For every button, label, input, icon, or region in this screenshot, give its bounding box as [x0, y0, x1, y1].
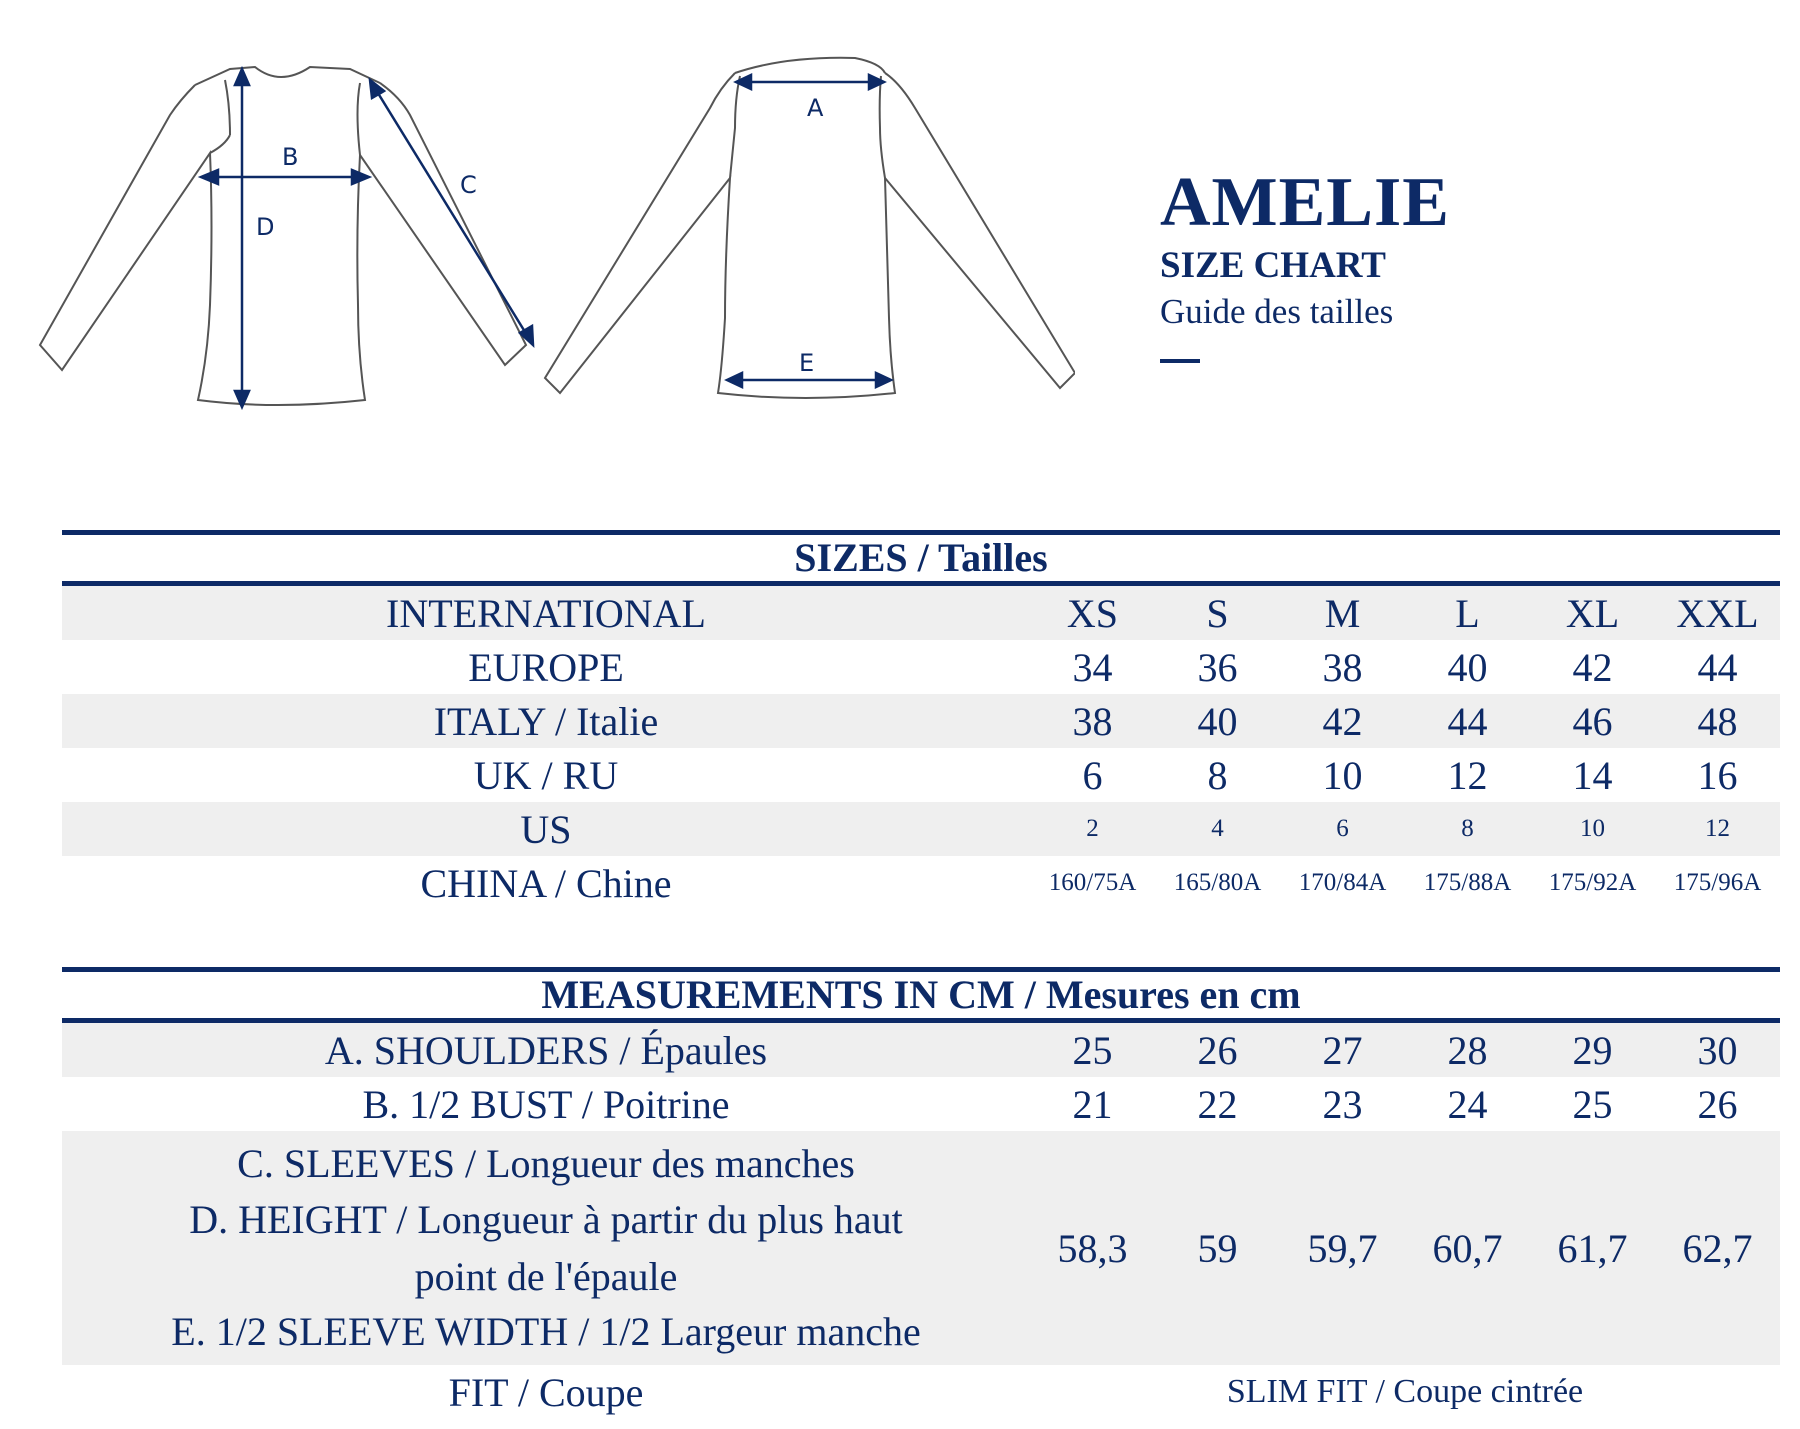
cell: 58,3 — [1030, 1131, 1155, 1365]
label-e: E — [799, 349, 815, 377]
cell: 38 — [1030, 694, 1155, 748]
row-label: US — [62, 802, 1030, 856]
cell: 59 — [1155, 1131, 1280, 1365]
cell: 62,7 — [1655, 1131, 1780, 1365]
cell: 40 — [1447, 644, 1488, 690]
row-label: B. 1/2 BUST / Poitrine — [362, 1081, 730, 1127]
cell: 25 — [1030, 1023, 1155, 1077]
cell: 59,7 — [1280, 1131, 1405, 1365]
cell: 44 — [1405, 694, 1530, 748]
sizes-title: SIZES / Tailles — [794, 535, 1048, 580]
cell: 175/92A — [1548, 869, 1637, 896]
cell: 44 — [1697, 644, 1738, 690]
cell: S — [1155, 586, 1280, 640]
fit-value: SLIM FIT / Coupe cintrée — [1226, 1373, 1584, 1410]
cell: 160/75A — [1048, 869, 1137, 896]
table-row — [62, 1077, 1780, 1131]
cell: 38 — [1322, 644, 1363, 690]
cell: 23 — [1322, 1081, 1363, 1127]
cell: 42 — [1280, 694, 1405, 748]
label-a: A — [807, 94, 824, 122]
cell: 30 — [1655, 1023, 1780, 1077]
cell: 8 — [1207, 752, 1228, 798]
cell: 10 — [1530, 802, 1655, 856]
cell: 175/96A — [1673, 869, 1762, 896]
table-row — [62, 694, 1780, 748]
cell: 27 — [1280, 1023, 1405, 1077]
row-label: CHINA / Chine — [420, 860, 672, 906]
cell: 4 — [1155, 802, 1280, 856]
cell: 25 — [1572, 1081, 1613, 1127]
cell: 8 — [1405, 802, 1530, 856]
cell: 28 — [1405, 1023, 1530, 1077]
cell: XS — [1030, 586, 1155, 640]
table-row — [62, 1023, 1780, 1077]
table-row — [62, 640, 1780, 694]
cell: 165/80A — [1173, 869, 1262, 896]
cell: 2 — [1030, 802, 1155, 856]
back-garment-illustration — [535, 48, 1075, 418]
row-label: EUROPE — [468, 644, 624, 690]
cell: 6 — [1082, 752, 1103, 798]
sizes-section — [62, 530, 1780, 910]
cell: L — [1405, 586, 1530, 640]
cell: 46 — [1530, 694, 1655, 748]
cell: 26 — [1155, 1023, 1280, 1077]
measurements-section — [62, 967, 1780, 1419]
sizes-table — [62, 586, 1780, 910]
measurements-title: MEASUREMENTS IN CM / Mesures en cm — [541, 972, 1301, 1017]
title-block — [1160, 165, 1720, 363]
cell: XL — [1530, 586, 1655, 640]
brand-title: AMELIE — [1160, 164, 1450, 241]
label-c: C — [460, 171, 477, 199]
table-row — [62, 1365, 1780, 1419]
cell: 12 — [1655, 802, 1780, 856]
cell: 14 — [1572, 752, 1613, 798]
table-row — [62, 802, 1780, 856]
cell: 175/88A — [1423, 869, 1512, 896]
table-row — [62, 748, 1780, 802]
row-label: FIT / Coupe — [448, 1369, 644, 1415]
front-garment-sketch — [30, 55, 550, 425]
measurements-table — [62, 1023, 1780, 1419]
row-label: UK / RU — [473, 752, 619, 798]
cell: M — [1280, 586, 1405, 640]
cell: 61,7 — [1530, 1131, 1655, 1365]
cell: 48 — [1655, 694, 1780, 748]
cell: 12 — [1447, 752, 1488, 798]
back-garment-sketch — [535, 48, 1075, 418]
combined-labels — [62, 1131, 1030, 1365]
size-chart-subtitle-fr: Guide des tailles — [1160, 292, 1394, 331]
row-label-height: D. HEIGHT / Longueur à partir du plus haut point de l'épaule — [189, 1197, 903, 1299]
cell: 34 — [1072, 644, 1113, 690]
size-chart-subtitle: SIZE CHART — [1160, 245, 1386, 286]
cell: 26 — [1697, 1081, 1738, 1127]
cell: XXL — [1655, 586, 1780, 640]
cell: 170/84A — [1298, 869, 1387, 896]
cell: 16 — [1697, 752, 1738, 798]
cell: 29 — [1530, 1023, 1655, 1077]
row-label-sleeves: C. SLEEVES / Longueur des manches — [237, 1141, 855, 1186]
table-row — [62, 1131, 1780, 1365]
row-label-sleeve-width: E. 1/2 SLEEVE WIDTH / 1/2 Largeur manche — [171, 1309, 921, 1354]
cell: 6 — [1280, 802, 1405, 856]
table-row — [62, 586, 1780, 640]
title-divider — [1160, 359, 1200, 363]
cell: 36 — [1197, 644, 1238, 690]
row-label: A. SHOULDERS / Épaules — [62, 1023, 1030, 1077]
cell: 40 — [1155, 694, 1280, 748]
label-d: D — [256, 213, 275, 241]
cell: 10 — [1322, 752, 1363, 798]
cell: 42 — [1572, 644, 1613, 690]
cell: 21 — [1072, 1081, 1113, 1127]
row-label: ITALY / Italie — [62, 694, 1030, 748]
label-b: B — [282, 143, 299, 171]
row-label: INTERNATIONAL — [62, 586, 1030, 640]
table-row — [62, 856, 1780, 910]
cell: 24 — [1447, 1081, 1488, 1127]
front-garment-illustration — [30, 55, 550, 425]
cell: 60,7 — [1405, 1131, 1530, 1365]
cell: 22 — [1197, 1081, 1238, 1127]
